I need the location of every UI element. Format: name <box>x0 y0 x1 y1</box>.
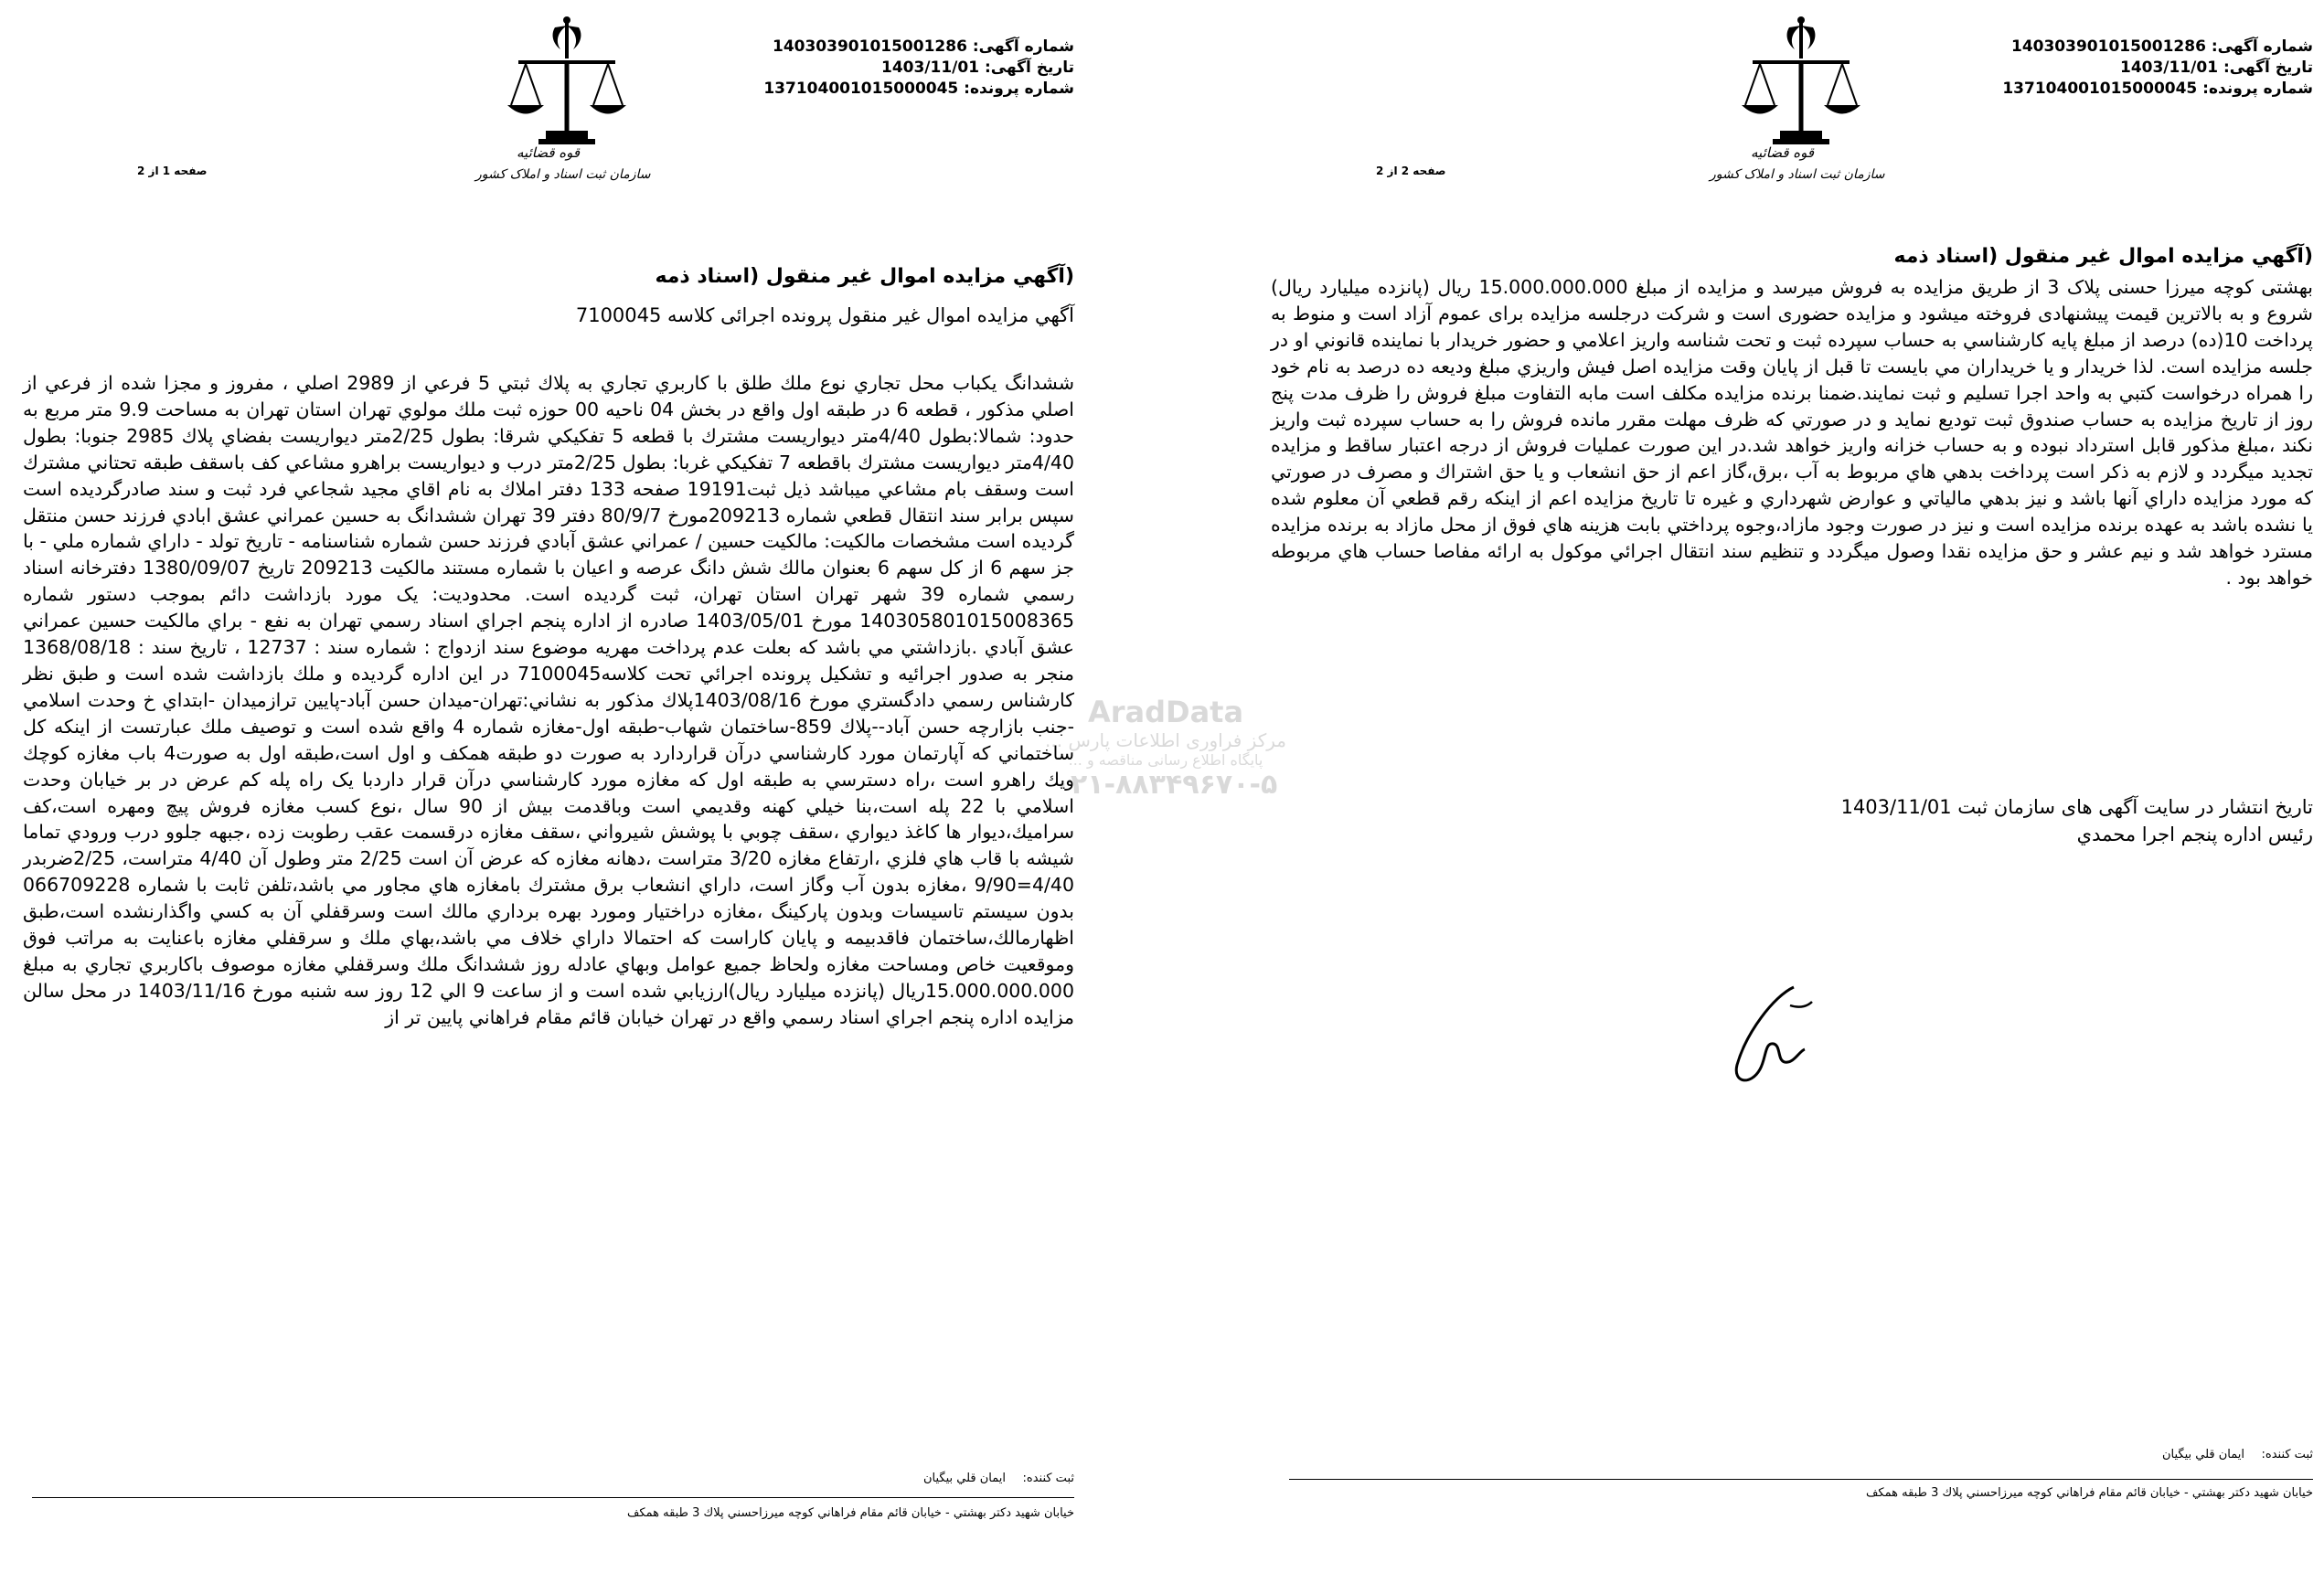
logo-text-organization: سازمان ثبت اسناد و املاک کشور <box>1710 167 1885 182</box>
publish-date-line: تاریخ انتشار در سایت آگهی های سازمان ثبت 1403/11/01 <box>1840 796 2313 818</box>
document-page-1 <box>23 0 1074 1573</box>
registrar-label: ثبت کننده: <box>2261 1448 2313 1461</box>
notice-body <box>23 370 1074 1031</box>
registrar-name: ایمان قلي بیگیان <box>2161 1448 2244 1461</box>
footer-address: خيابان شهيد دكتر بهشتي - خيابان قائم مقام فراهاني كوچه ميرزاحسني پلاك 3 طبقه همكف <box>1865 1486 2313 1500</box>
notice-meta <box>2002 37 2313 100</box>
signer-title: رئیس اداره پنجم اجرا محمدي <box>2076 824 2313 845</box>
notice-body <box>1271 274 2313 591</box>
watermark-line2: پایگاه اطلاع رسانی مناقصه و ... <box>1068 751 1263 769</box>
notice-date: تاریخ آگهی: 1403/11/01 <box>880 58 1074 77</box>
publish-info <box>1841 793 2313 848</box>
body-text: ششدانگ يكباب محل تجاري نوع ملك طلق با كاربري تجاري به پلاك ثبتي 5 فرعي از 2989 اصلي ، مفروز و مجزا شده از فرعي از اصلي مذكور ، قطعه 6 در طبقه اول واقع در بخش 04 ناحيه 00 حوزه ثبت ملك مولوي تهران استان تهران به مساحت 9.9 متر مربع به حدود: شمالا:بطول 4/40متر ديواريست مشترك با قطعه 5 تفكيكي شرقا: بطول 2/25متر ديواريست بفضاي پلاك 2985 جنوبا: بطول 4/40متر ديواريست مشترك باقطعه 7 تفكيكي غربا: بطول 2/25متر درب و ديواريست براهرو مشاعي كف باسقف طبقه تحتاني مشترك است وسقف بام مشاعي ميباشد ذيل ثبت19191 صفحه 133 دفتر املاك به نام اقاي مجيد شجاعي فرد ثبت و سند صادرگرديده است سپس برابر سند انتقال قطعي شماره 209213مورخ 80/9/7 دفتر 39 تهران ششدانگ به حسين عمراني عشق ابادي فرزند حسن منتقل گرديده است مشخصات مالكيت: مالكيت حسين / عمراني عشق آبادي فرزند حسن شماره شناسنامه - تاريخ تولد - داراي شماره ملي - با جز سهم 6 از كل سهم 6 بعنوان مالك شش دانگ عرصه و اعيان با شماره مستند مالكيت 209213 تاريخ 1380/09/07 دفترخانه اسناد رسمي شماره 39 شهر تهران استان تهران، ثبت گرديده است. محدوديت: يک مورد بازداشت دائم بموجب دستور شماره 140305801015008365 مورخ 1403/05/01 صادره از اداره پنجم اجراي اسناد رسمي تهران به نفع - براي مالكيت حسين عمراني عشق آبادي .بازداشتي مي باشد كه بعلت عدم پرداخت مهريه موضوع سند ازدواج : شماره سند : 12737 ، تاريخ سند : 1368/08/18 منجر به صدور اجرائيه و تشكيل پرونده اجرائي تحت كلاسه7100045 در اين اداره گرديده و ملك بازداشت شده است و طبق نظر كارشناس رسمي دادگستري مورخ 1403/08/16پلاك مذكور به نشاني:تهران-ميدان حسن آباد-پايين ترازميدان -ابتداي خ وحدت اسلامي -جنب بازارچه حسن آباد--پلاك 859-ساختمان شهاب-طبقه اول-مغازه شماره 4 واقع شده است و توصيف ملك عبارتست از اينكه كل ساختماني كه آپارتمان مورد كارشناسي درآن قراردارد به صورت دو طبقه همكف و اول است،طبقه اول به صورت4 باب مغازه كوچك ويك راهرو است ،راه دسترسي به طبقه اول كه مغازه مورد كارشناسي درآن قرار داردبا يک راه پله كم عرض در بر خيابان وحدت اسلامي با 22 پله است،بنا خيلي كهنه وقديمي است وباقدمت بيش از 90 سال ،نوع كسب مغازه فروش پيچ ومهره است،كف سراميك،ديوار ها كاغذ ديواري ،سقف چوبي با پوشش شيرواني ،سقف مغازه درقسمت عقب رطوبت زده ،جبهه جلوو درب ورودي تماما شيشه با قاب هاي فلزي ،ارتفاع مغازه 3/20 متراست ،دهانه مغازه كه عرض آن است 2/25 متر وطول آن 4/40 متراست، 2/25ضربدر 4/40=9/90 ،مغازه بدون آب وگاز است، داراي انشعاب برق مشترك بامغازه هاي مجاور مي باشد،تلفن ثابت با شماره 066709228 بدون سيستم تاسيسات وبدون پاركينگ ،مغازه دراختيار ومورد بهره برداري مالك است وسرقفلي آن به كسي واگذارنشده است،طبق اظهارمالك،ساختمان فاقدبيمه و پايان كاراست كه احتمالا داراي خلاف مي باشد،بهاي ملك و سرقفلي مغازه باعنايت به مراتب فوق وموقعيت خاص ومساحت مغازه ولحاظ جميع عوامل وبهاي عادله روز ششدانگ ملك وسرقفلي مغازه موصوف باكاربري تجاري به مبلغ 15.000.000.000ريال (پانزده ميليارد ريال)ارزيابي شده است و از ساعت 9 الي 12 روز سه شنبه مورخ 1403/11/16 در محل سالن مزايده اداره پنجم اجراي اسناد رسمي واقع در تهران خيابان قائم مقام فراهاني پايين تر از <box>23 372 1075 1028</box>
page-number: صفحه 1 از 2 <box>137 165 208 177</box>
body-text: بهشتی کوچه میرزا حسنی پلاک 3 از طریق مزایده به فروش میرسد و مزایده از مبلغ 15.000.000.000 ریال (پانزده میلیارد ریال) شروع و به بالاترین قیمت پیشنهادی فروخته میشود و مزایده حضوری است و شرکت درجلسه مزایده برای عموم آزاد است و منوط به پرداخت 10(ده) درصد از مبلغ پایه کارشناسي به حساب سپرده ثبت و تحت شناسه واريز اعلامي و حضور خريدار با نماينده قانوني او در جلسه مزايده است. لذا خريدار و يا خريداران مي بايست تا قبل از پايان وقت مزايده اصل فيش واريزي مبلغ وديعه ده درصد به نام خود را همراه درخواست كتبي به واحد اجرا تسليم و ثبت نمايند.ضمنا برنده مزايده مكلف است مابه التفاوت مبلغ فروش را ظرف مدت پنج روز از تاريخ مزايده به حساب صندوق ثبت توديع نمايد و در صورتي كه ظرف مهلت مقرر مانده فروش را به حساب سپرده ثبت واريز نكند ،مبلغ مذكور قابل استرداد نبوده و به حساب خزانه واريز خواهد شد.در اين صورت عمليات فروش از درجه اعتبار ساقط و مزايده تجديد ميگردد و لازم به ذكر است پرداخت بدهي هاي مربوط به آب ،برق،گاز اعم از حق انشعاب و يا حق اشتراك و مصرف در صورتي كه مورد مزايده داراي آنها باشد و نيز بدهي مالياتي و عوارض شهرداري و غيره تا تاريخ مزايده اعم از اينكه رقم قطعي آن معلوم شده يا نشده باشد به عهده برنده مزايده است و نيز در صورت وجود مازاد،وجوه پرداختي بابت هزينه هاي فوق از محل مازاد به برنده مزايده مسترد خواهد شد و نيم عشر و حق مزايده نقدا وصول ميگردد و تنظيم سند انتقال اجرائي موكول به ارائه مفاصا حساب هاي مربوطه خواهد بود . <box>1271 276 2313 589</box>
registrar-label: ثبت کننده: <box>1022 1472 1074 1485</box>
notice-subheading: آگهي مزايده اموال غير منقول پرونده اجرائی کلاسه 7100045 <box>575 304 1074 326</box>
notice-date: تاریخ آگهی: 1403/11/01 <box>2119 58 2313 77</box>
notice-number: شماره آگهی: 140303901015001286 <box>2010 37 2313 56</box>
notice-heading: (آگهي مزايده اموال غير منقول (اسناد ذمه <box>1893 245 2313 268</box>
case-number: شماره پرونده: 137104001015000045 <box>763 80 1074 98</box>
logo-text-judiciary: قوه قضائیه <box>517 144 581 161</box>
document-page-2 <box>1271 0 2313 1573</box>
notice-meta <box>763 37 1074 100</box>
page-number: صفحه 2 از 2 <box>1376 165 1446 177</box>
watermark-phone: ۰۲۱-۸۸۳۴۹۶۷۰-۵ <box>1053 769 1278 801</box>
registrar-name: ایمان قلي بیگیان <box>922 1472 1006 1485</box>
notice-number: شماره آگهی: 140303901015001286 <box>772 37 1074 56</box>
footer-address: خيابان شهيد دكتر بهشتي - خيابان قائم مقام فراهاني كوچه ميرزاحسني پلاك 3 طبقه همكف <box>626 1506 1074 1520</box>
notice-heading: (آگهي مزايده اموال غير منقول (اسناد ذمه <box>655 265 1074 288</box>
logo-text-judiciary: قوه قضائیه <box>1751 144 1815 161</box>
footer-divider <box>1289 1479 2313 1480</box>
watermark-brand: AradData <box>1087 695 1244 729</box>
signature-icon <box>1710 978 1819 1097</box>
case-number: شماره پرونده: 137104001015000045 <box>2002 80 2313 98</box>
logo-text-organization: سازمان ثبت اسناد و املاک کشور <box>475 167 651 182</box>
watermark-line1: مرکز فراوری اطلاعات پارس ... <box>1045 729 1286 751</box>
footer-divider <box>32 1497 1074 1498</box>
